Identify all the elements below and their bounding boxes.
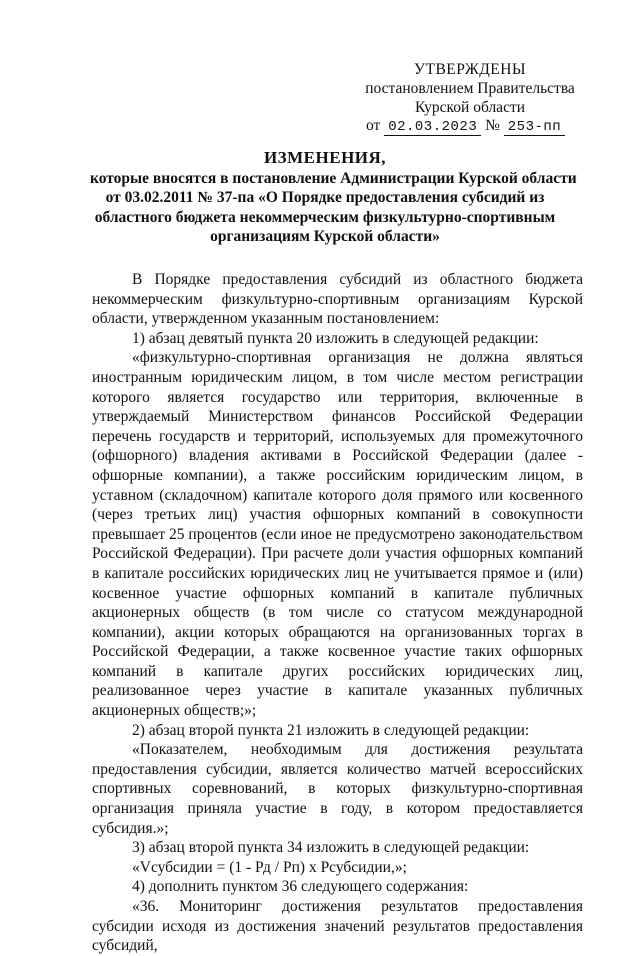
paragraph-item-3: 3) абзац второй пункта 34 изложить в следующей редакции:	[132, 839, 530, 857]
heading-line-1: которые вносятся в постановление Администрации Курской области	[90, 169, 577, 187]
paragraph-item-1-text: «физкультурно-спортивная организация не должна являться иностранным юридическим лицом, в том числе местом регистрации которого является государство или территория, включенные в утверждаемый Министерством финансов Российской Федерации перечень государств и территорий, используемых для промежуточного (офшорного) владения активами в Российской Федерации (далее - офшорные компании), а также российским юридическим лицом, в уставном (складочном) капитале которого доля прямого или косвенного (через третьих лиц) участия офшорных компаний в совокупности превышает 25 процентов (если иное не предусмотрено законодательством Российской Федерации). При расчете доли участия офшорных компаний в капитале российских юридических лиц не учитывается прямое и (или) косвенное участие офшорных компаний в капитале публичных акционерных обществ (в том числе со статусом международной компании), акции которых обращаются на организованных торгах в Российской Федерации, а также косвенное участие таких офшорных компаний в капитале других российских юридических лиц, реализованное через участие в капитале указанных публичных акционерных обществ;»;	[92, 349, 583, 720]
heading-line-3: областного бюджета некоммерческим физкультурно-спортивным	[94, 208, 556, 226]
heading-line-4: организациям Курской области»	[210, 228, 440, 245]
paragraph-intro: В Порядке предоставления субсидий из областного бюджета некоммерческим физкультурно-спортивным организациям Курской области, утвержденном указанным постановлением:	[92, 271, 583, 328]
approval-date-row	[366, 117, 565, 135]
approval-date: 02.03.2023	[384, 119, 481, 136]
document-heading	[90, 148, 577, 247]
from-label: от	[366, 117, 381, 134]
paragraph-item-2: 2) абзац второй пункта 21 изложить в следующей редакции:	[132, 721, 530, 739]
paragraph-item-4-text: «36. Мониторинг достижения результатов предоставления субсидии исходя из достижения значений результатов предоставления субсидий,	[92, 898, 583, 955]
document-body	[92, 270, 583, 956]
number-label: №	[485, 117, 500, 134]
approval-title: УТВЕРЖДЕНЫ	[414, 61, 526, 78]
paragraph-item-2-text: «Показателем, необходимым для достижения результата предоставления субсидии, является количество матчей всероссийских спортивных соревнований, в которых физкультурно-спортивная организация приняла участие в году, в котором предоставляется субсидия.»;	[92, 741, 583, 837]
paragraph-item-4: 4) дополнить пунктом 36 следующего содержания:	[132, 878, 469, 896]
paragraph-item-1: 1) абзац девятый пункта 20 изложить в следующей редакции:	[132, 329, 539, 347]
heading-line-2: от 03.02.2011 № 37-па «О Порядке предоставления субсидий из	[105, 189, 545, 206]
paragraph-formula: «Vсубсидии = (1 - Рд / Рп) х Рсубсидии,»;	[132, 858, 407, 876]
approval-block	[360, 60, 580, 117]
approval-line-1: постановлением Правительства	[365, 80, 575, 97]
heading-title: ИЗМЕНЕНИЯ,	[263, 148, 387, 167]
approval-line-2: Курской области	[414, 99, 526, 116]
approval-number: 253-пп	[504, 119, 565, 136]
